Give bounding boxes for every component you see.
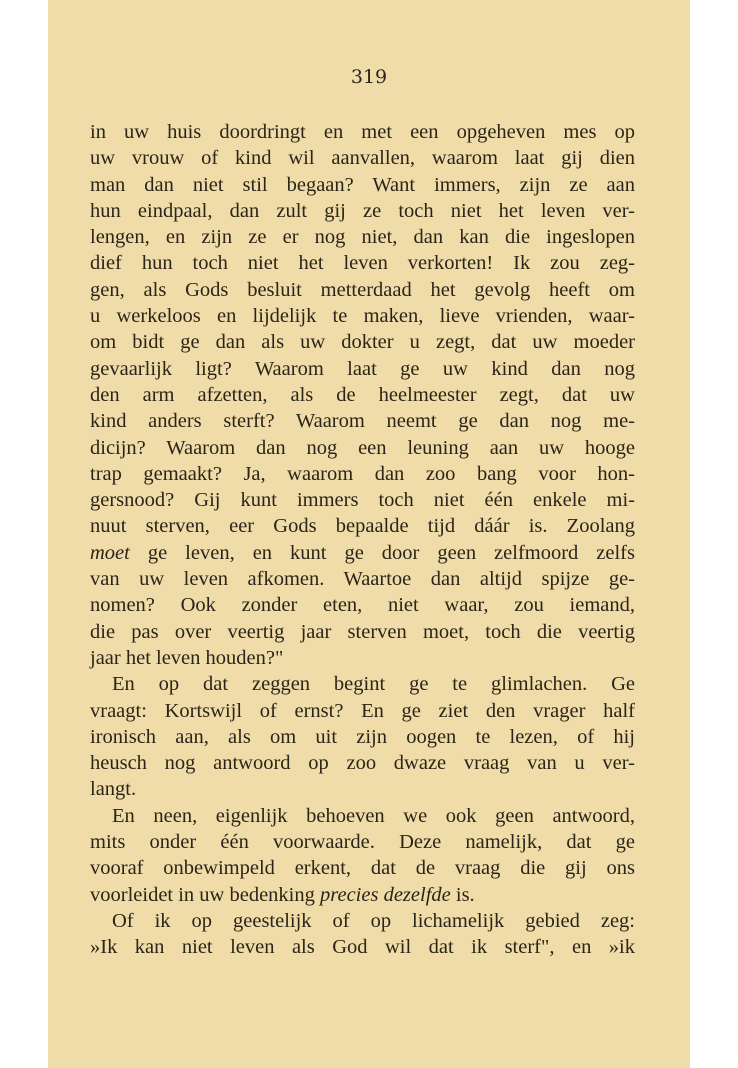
text-line: van uw leven afkomen. Waartoe dan altijd spijze ge- (90, 568, 635, 591)
text-line: En neen, eigenlijk behoeven we ook geen antwoord, (112, 804, 635, 827)
text-line: moet ge leven, en kunt ge door geen zelfmoord zelfs (90, 541, 635, 564)
text-line: nomen? Ook zonder eten, niet waar, zou iemand, (90, 594, 635, 617)
text-line: in uw huis doordringt en met een opgeheven mes op (90, 121, 635, 143)
text-line: nuut sterven, eer Gods bepaalde tijd dáár is. Zoolang (90, 515, 635, 538)
text-line: u werkeloos en lijdelijk te maken, lieve vrienden, waar- (90, 305, 635, 328)
text-line: ironisch aan, als om uit zijn oogen te lezen, of hij (90, 725, 635, 748)
text-line: dicijn? Waarom dan nog een leuning aan uw hooge (90, 436, 635, 459)
text-line: trap gemaakt? Ja, waarom dan zoo bang voor hon- (90, 462, 635, 485)
text-line: En op dat zeggen begint ge te glimlachen. Ge (112, 673, 635, 696)
text-line: die pas over veertig jaar sterven moet, toch die veertig (90, 620, 635, 643)
text-line: man dan niet stil begaan? Want immers, zijn ze aan (90, 173, 635, 196)
text-line: langt. (90, 778, 137, 801)
emphasis: moet (90, 541, 130, 564)
text-line: jaar het leven houden?" (90, 646, 284, 669)
text-line: vraagt: Kortswijl of ernst? En ge ziet den vrager half (90, 699, 635, 722)
text-line: den arm afzetten, als de heelmeester zegt, dat uw (90, 383, 635, 406)
body-text (90, 119, 635, 961)
emphasis: precies dezelfde (320, 883, 451, 906)
text-line: dief hun toch niet het leven verkorten! Ik zou zeg- (90, 252, 635, 275)
text-line: mits onder één voorwaarde. Deze namelijk, dat ge (90, 831, 635, 854)
text-line: uw vrouw of kind wil aanvallen, waarom laat gij dien (90, 147, 635, 170)
book-page (48, 0, 690, 1068)
text-line: gersnood? Gij kunt immers toch niet één enkele mi- (90, 489, 635, 512)
text-line: Of ik op geestelijk of op lichamelijk gebied zeg: (112, 909, 635, 932)
text-line: gen, als Gods besluit metterdaad het gevolg heeft om (90, 278, 635, 301)
text-line: voorleidet in uw bedenking precies dezelfde is. (90, 883, 475, 906)
text-line: »Ik kan niet leven als God wil dat ik sterf", en »ik (90, 936, 635, 959)
text-line: vooraf onbewimpeld erkent, dat de vraag die gij ons (90, 857, 635, 880)
page-number: 319 (350, 66, 388, 88)
text-line: gevaarlijk ligt? Waarom laat ge uw kind dan nog (90, 357, 635, 380)
text-line: lengen, en zijn ze er nog niet, dan kan die ingeslopen (90, 226, 635, 249)
text-line: kind anders sterft? Waarom neemt ge dan nog me- (90, 410, 635, 433)
text-line: om bidt ge dan als uw dokter u zegt, dat uw moeder (90, 331, 635, 354)
text-line: heusch nog antwoord op zoo dwaze vraag van u ver- (90, 752, 635, 775)
text-line: hun eindpaal, dan zult gij ze toch niet het leven ver- (90, 199, 635, 222)
